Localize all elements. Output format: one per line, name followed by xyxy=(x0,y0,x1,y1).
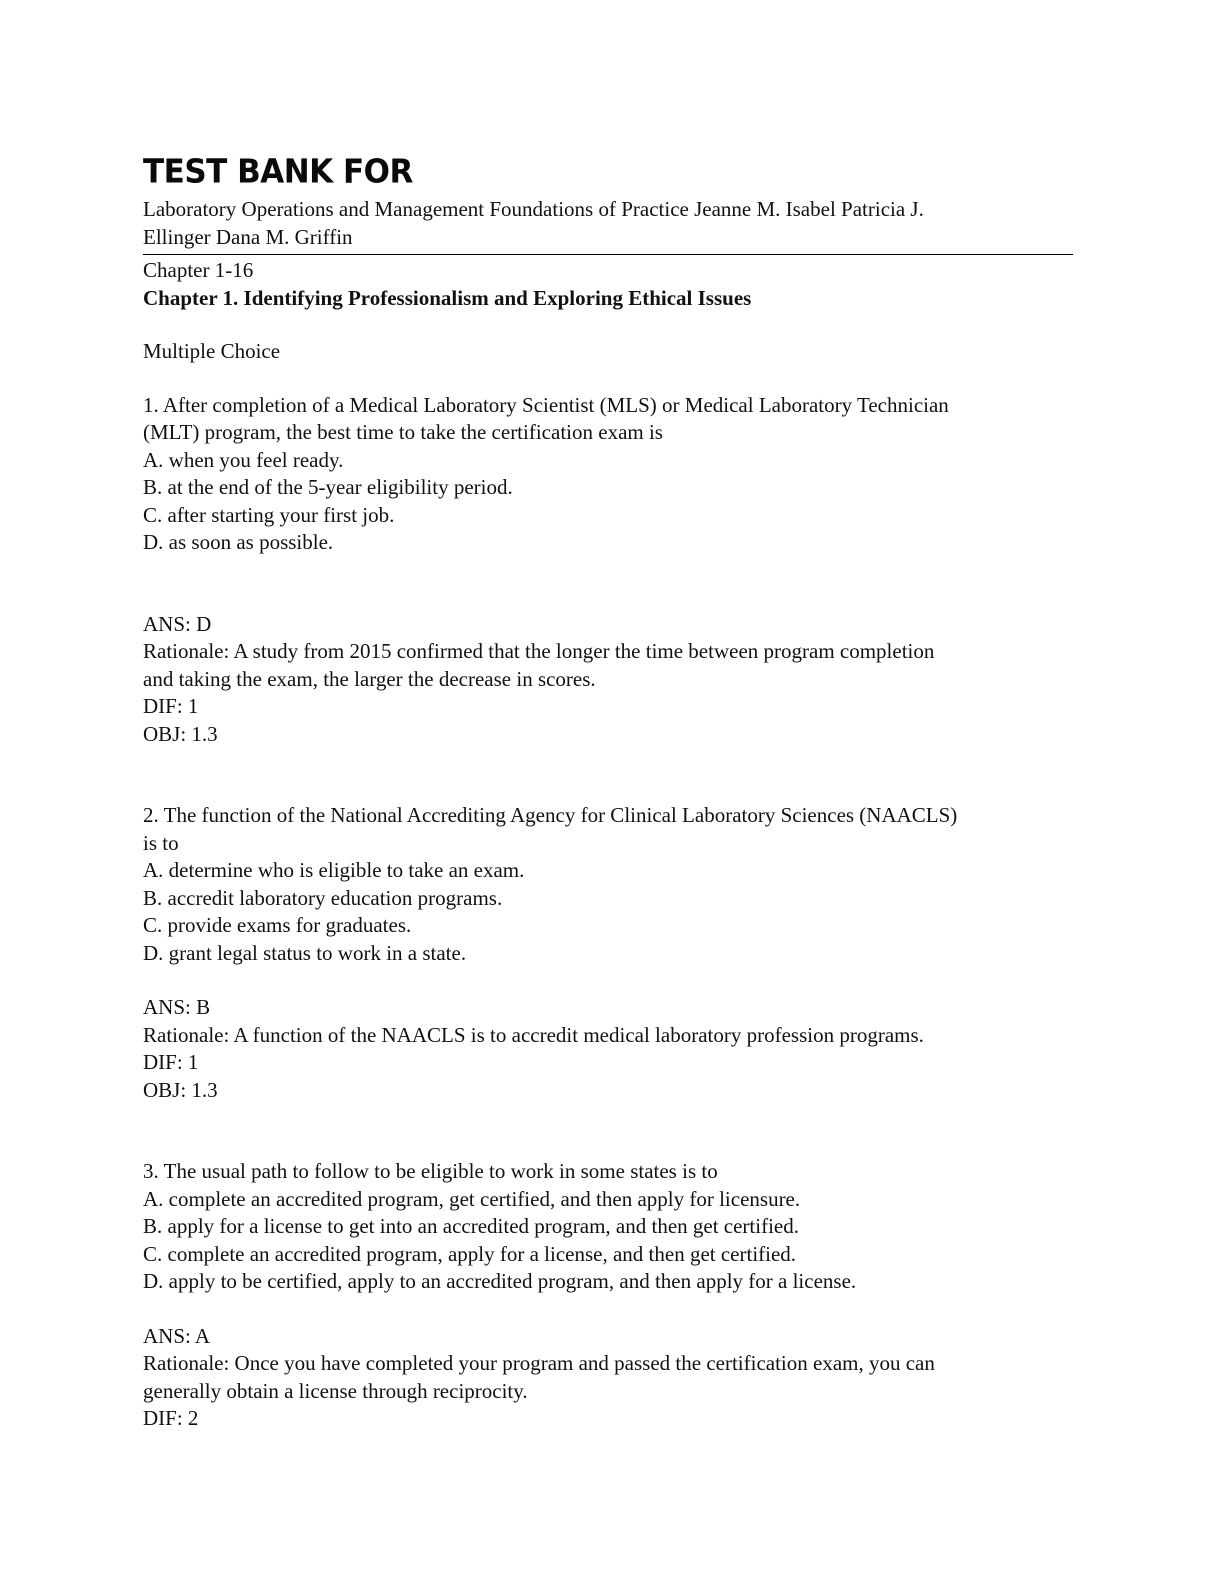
answer-option: C. provide exams for graduates. xyxy=(143,913,412,937)
rationale: and taking the exam, the larger the decrease in scores. xyxy=(143,666,596,691)
subtitle-line: Ellinger Dana M. Griffin xyxy=(143,224,353,249)
question-2 xyxy=(143,802,1073,967)
answer-option: A. complete an accredited program, get certified, and then apply for licensure. xyxy=(143,1186,801,1211)
answer-option: D. grant legal status to work in a state. xyxy=(143,940,467,965)
chapter-range: Chapter 1-16 xyxy=(143,258,254,282)
section-label: Multiple Choice xyxy=(143,339,281,363)
answer-key: ANS: A xyxy=(143,1323,211,1348)
objective: OBJ: 1.3 xyxy=(143,1077,218,1102)
answer-1 xyxy=(143,611,1073,749)
answer-key: ANS: D xyxy=(143,611,212,636)
question-stem: 1. After completion of a Medical Laboratory Scientist (MLS) or Medical Laboratory Technician xyxy=(143,392,949,417)
answer-option: D. apply to be certified, apply to an accredited program, and then apply for a license. xyxy=(143,1269,857,1293)
answer-option: C. complete an accredited program, apply for a license, and then get certified. xyxy=(143,1241,797,1266)
answer-2 xyxy=(143,994,1073,1104)
subtitle-line: Laboratory Operations and Management Foundations of Practice Jeanne M. Isabel Patricia J. xyxy=(143,197,924,221)
chapter-heading: Chapter 1. Identifying Professionalism and Exploring Ethical Issues xyxy=(143,285,752,310)
question-stem: (MLT) program, the best time to take the certification exam is xyxy=(143,420,663,444)
answer-option: B. accredit laboratory education programs. xyxy=(143,885,503,910)
difficulty: DIF: 2 xyxy=(143,1406,199,1430)
answer-3 xyxy=(143,1323,1073,1433)
answer-key: ANS: B xyxy=(143,995,211,1019)
rationale: generally obtain a license through reciprocity. xyxy=(143,1378,528,1403)
answer-option: C. after starting your first job. xyxy=(143,502,395,527)
document-page xyxy=(143,150,1073,1433)
rationale: Rationale: Once you have completed your program and passed the certification exam, you can xyxy=(143,1351,935,1375)
question-1 xyxy=(143,392,1073,557)
book-subtitle xyxy=(143,196,1073,255)
answer-option: A. determine who is eligible to take an exam. xyxy=(143,858,525,882)
question-stem: is to xyxy=(143,830,179,855)
document-title: TEST BANK FOR xyxy=(143,152,413,191)
answer-option: A. when you feel ready. xyxy=(143,447,344,472)
objective: OBJ: 1.3 xyxy=(143,721,218,746)
difficulty: DIF: 1 xyxy=(143,694,199,718)
question-stem: 2. The function of the National Accrediting Agency for Clinical Laboratory Sciences (NAACLS) xyxy=(143,803,958,827)
rationale: Rationale: A function of the NAACLS is to accredit medical laboratory profession programs. xyxy=(143,1022,924,1047)
answer-option: D. as soon as possible. xyxy=(143,530,334,554)
question-stem: 3. The usual path to follow to be eligible to work in some states is to xyxy=(143,1159,718,1183)
answer-option: B. at the end of the 5-year eligibility period. xyxy=(143,475,513,499)
answer-option: B. apply for a license to get into an accredited program, and then get certified. xyxy=(143,1214,799,1238)
question-3 xyxy=(143,1158,1073,1296)
rationale: Rationale: A study from 2015 confirmed that the longer the time between program completion xyxy=(143,639,935,663)
difficulty: DIF: 1 xyxy=(143,1050,199,1074)
